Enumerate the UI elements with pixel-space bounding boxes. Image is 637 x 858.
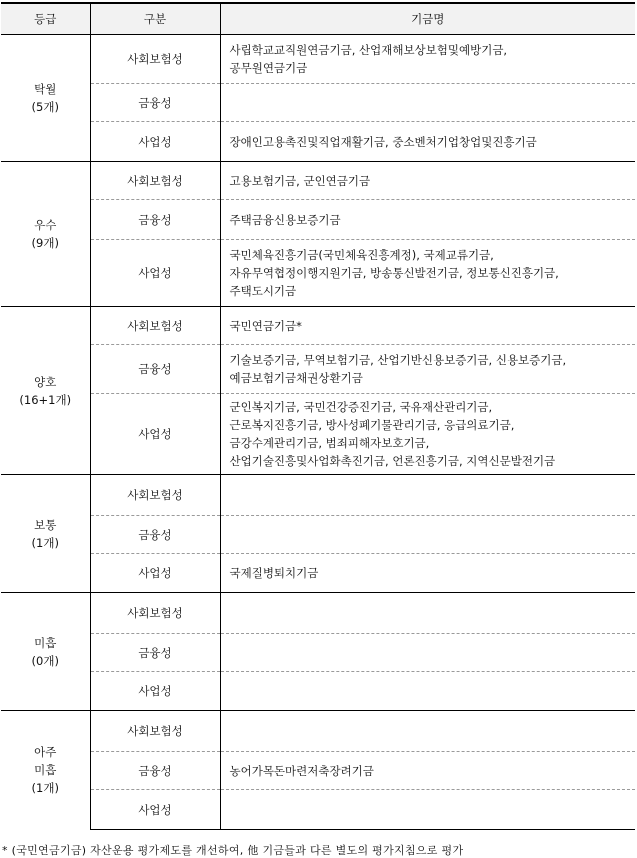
category-cell: 사회보험성 — [90, 593, 220, 634]
fund-names-cell — [220, 394, 635, 475]
fund-names-cell — [220, 240, 635, 307]
table-row — [1, 84, 635, 122]
fund-name-line: 기술보증기금, 무역보험기금, 산업기반신용보증기금, 신용보증기금, — [229, 353, 567, 367]
table-row — [1, 672, 635, 711]
table-row — [1, 554, 635, 593]
fund-name-line: 산업기술진흥및사업화촉진기금, 언론진흥기금, 지역신문발전기금 — [229, 454, 556, 468]
grade-cell — [1, 162, 90, 307]
fund-name-line: 근로복지진흥기금, 방사성폐기물관리기금, 응급의료기금, — [229, 418, 515, 432]
grade-count: (5개) — [31, 100, 59, 114]
table-row — [1, 516, 635, 554]
fund-names-cell — [220, 752, 635, 790]
fund-name-line: 국민연금기금* — [229, 318, 302, 333]
fund-names-cell — [220, 554, 635, 593]
header-grade: 등급 — [1, 3, 90, 35]
category-cell: 사회보험성 — [90, 711, 220, 752]
fund-name-line: 고용보험기금, 군인연금기금 — [229, 173, 371, 188]
category-cell: 금융성 — [90, 200, 220, 240]
fund-names-cell — [220, 200, 635, 240]
table-row — [1, 752, 635, 790]
table-header-row — [1, 3, 635, 35]
category-cell: 사업성 — [90, 394, 220, 475]
category-cell: 사업성 — [90, 790, 220, 830]
fund-names-cell — [220, 345, 635, 394]
fund-evaluation-table — [1, 2, 635, 830]
grade-label: 아주 — [34, 745, 57, 760]
table-row — [1, 35, 635, 84]
fund-name-line: 자유무역협정이행지원기금, 방송통신발전기금, 정보통신진흥기금, — [229, 266, 559, 280]
grade-label: 미흡 — [34, 635, 57, 650]
grade-count: (0개) — [31, 653, 59, 668]
category-cell: 사회보험성 — [90, 475, 220, 516]
header-fund-name: 기금명 — [220, 3, 635, 35]
fund-name-line: 금강수계관리기금, 범죄피해자보호기금, — [229, 436, 430, 450]
grade-cell — [1, 475, 90, 593]
table-row — [1, 394, 635, 475]
table-row — [1, 307, 635, 345]
fund-names-cell — [220, 35, 635, 84]
table-row — [1, 200, 635, 240]
category-cell: 사업성 — [90, 554, 220, 593]
table-row — [1, 711, 635, 752]
fund-name-line: 사립학교교직원연금기금, 산업재해보상보험및예방기금, — [229, 43, 508, 57]
table-row — [1, 475, 635, 516]
grade-cell — [1, 307, 90, 475]
grade-label: 보통 — [34, 517, 57, 532]
fund-names-cell — [220, 790, 635, 830]
fund-names-cell — [220, 516, 635, 554]
category-cell: 금융성 — [90, 345, 220, 394]
category-cell: 사업성 — [90, 122, 220, 162]
category-cell: 사회보험성 — [90, 307, 220, 345]
fund-name-line: 군인복지기금, 국민건강증진기금, 국유재산관리기금, — [229, 400, 493, 414]
fund-name-line: 장애인고용촉진및직업재활기금, 중소벤처기업창업및진흥기금 — [229, 134, 537, 149]
table-row — [1, 790, 635, 830]
category-cell: 금융성 — [90, 84, 220, 122]
fund-name-line: 국제질병퇴치기금 — [229, 566, 319, 580]
fund-name-line: 공무원연금기금 — [229, 61, 308, 75]
fund-name-line: 국민체육진흥기금(국민체육진흥계정), 국제교류기금, — [229, 248, 494, 262]
header-category: 구분 — [90, 3, 220, 35]
table-row — [1, 593, 635, 634]
grade-label: 우수 — [34, 218, 57, 232]
grade-count: (16+1개) — [19, 392, 72, 407]
category-cell: 금융성 — [90, 752, 220, 790]
fund-name-line: 농어가목돈마련저축장려기금 — [229, 763, 374, 778]
table-row — [1, 240, 635, 307]
fund-names-cell — [220, 672, 635, 711]
footnote: * (국민연금기금) 자산운용 평가제도를 개선하여, 他 기금들과 다른 별도의 평가지침으로 평가 — [2, 844, 464, 857]
fund-name-line: 주택도시기금 — [229, 284, 297, 298]
table-row — [1, 634, 635, 672]
grade-label: 탁월 — [34, 82, 57, 96]
category-cell: 사회보험성 — [90, 162, 220, 200]
fund-names-cell — [220, 84, 635, 122]
grade-cell — [1, 711, 90, 830]
table-body — [1, 35, 635, 830]
category-cell: 사회보험성 — [90, 35, 220, 84]
table-row — [1, 345, 635, 394]
fund-names-cell — [220, 711, 635, 752]
grade-count: (1개) — [31, 535, 59, 550]
grade-cell — [1, 35, 90, 162]
grade-count: (1개) — [31, 781, 59, 796]
fund-names-cell — [220, 475, 635, 516]
fund-names-cell — [220, 593, 635, 634]
category-cell: 사업성 — [90, 240, 220, 307]
fund-names-cell — [220, 307, 635, 345]
category-cell: 금융성 — [90, 634, 220, 672]
category-cell: 사업성 — [90, 672, 220, 711]
fund-name-line: 예금보험기금채권상환기금 — [229, 371, 363, 385]
grade-label: 미흡 — [34, 763, 57, 778]
table-row — [1, 162, 635, 200]
table-row — [1, 122, 635, 162]
fund-names-cell — [220, 162, 635, 200]
grade-cell — [1, 593, 90, 711]
fund-name-line: 주택금융신용보증기금 — [229, 212, 341, 227]
fund-names-cell — [220, 122, 635, 162]
grade-label: 양호 — [34, 374, 57, 389]
category-cell: 금융성 — [90, 516, 220, 554]
grade-count: (9개) — [31, 236, 59, 250]
fund-names-cell — [220, 634, 635, 672]
